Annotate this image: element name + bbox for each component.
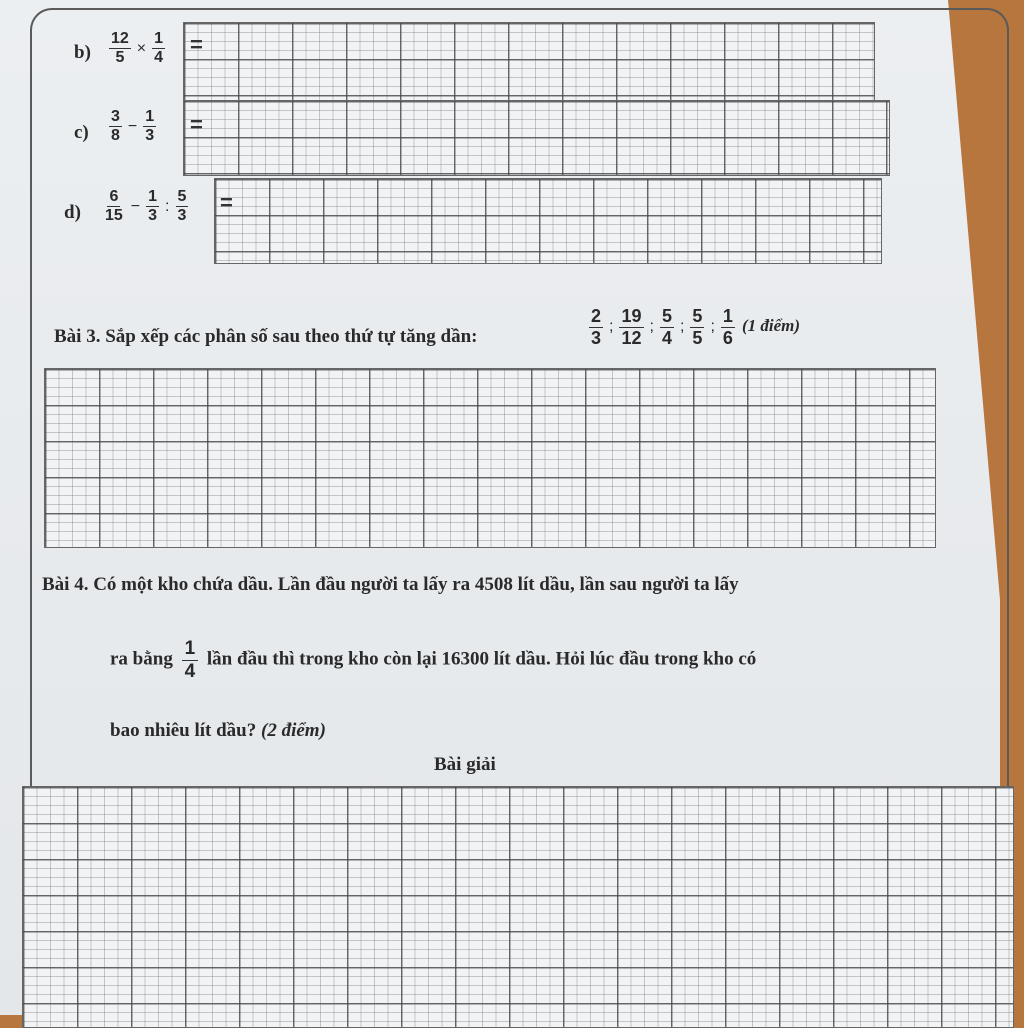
denominator: 15 <box>105 207 123 225</box>
fraction <box>182 638 199 683</box>
answer-grid-c[interactable] <box>183 100 890 176</box>
separator: ; <box>609 318 614 336</box>
denominator: 3 <box>145 127 155 145</box>
answer-grid-exercise-4[interactable] <box>22 786 1014 1028</box>
item-b-label: b) <box>74 42 91 63</box>
denominator: 8 <box>111 127 120 145</box>
item-c-expression <box>106 108 159 146</box>
exercise-3-score: (1 điểm) <box>742 316 801 335</box>
fraction <box>721 306 735 348</box>
exercise-3-fractions <box>586 306 738 348</box>
solution-heading: Bài giải <box>434 754 496 775</box>
fraction <box>109 30 131 68</box>
item-d-label: d) <box>64 202 81 223</box>
item-d-expression <box>100 188 191 226</box>
denominator: 3 <box>177 207 187 225</box>
fraction <box>589 306 603 348</box>
equals-sign-c: = <box>190 112 203 137</box>
denominator: 5 <box>115 49 125 67</box>
answer-grid-d[interactable] <box>214 178 882 264</box>
numerator: 3 <box>109 108 122 127</box>
fraction <box>619 306 643 348</box>
exercise-4-line-1: Bài 4. Có một kho chứa dầu. Lần đầu người ta lấy ra 4508 lít dầu, lần sau người ta lấy <box>42 574 739 595</box>
fraction <box>690 306 704 348</box>
exercise-4-text: ra bằng <box>110 648 173 670</box>
numerator: 2 <box>591 306 602 326</box>
fraction <box>152 30 165 68</box>
equals-sign-d: = <box>220 190 233 215</box>
fraction <box>109 108 122 146</box>
numerator: 12 <box>109 30 131 49</box>
numerator: 19 <box>621 306 642 326</box>
fraction <box>146 188 159 226</box>
separator: ; <box>679 318 685 336</box>
exercise-3-prompt: Bài 3. Sắp xếp các phân số sau theo thứ tự tăng dần: <box>54 326 478 347</box>
exercise-4-line-3 <box>110 720 326 742</box>
numerator: 5 <box>176 188 189 207</box>
numerator: 5 <box>661 306 672 326</box>
separator: ; <box>710 318 715 336</box>
exercise-4-text: bao nhiêu lít dầu? <box>110 720 257 741</box>
numerator: 5 <box>692 306 703 326</box>
item-b-expression <box>106 30 168 68</box>
denominator: 12 <box>621 327 642 348</box>
denominator: 4 <box>154 49 164 67</box>
fraction <box>176 188 189 226</box>
exercise-4-line-2 <box>110 638 756 683</box>
numerator: 1 <box>722 306 733 326</box>
item-c-label: c) <box>74 122 89 143</box>
fraction <box>103 188 125 226</box>
denominator: 3 <box>591 327 602 348</box>
numerator: 1 <box>152 30 165 49</box>
operator: − <box>130 197 141 215</box>
exercise-4-score: (2 điểm) <box>261 720 326 741</box>
operator: : <box>165 197 170 215</box>
numerator: 1 <box>143 108 156 127</box>
denominator: 6 <box>722 327 733 348</box>
separator: ; <box>649 318 654 336</box>
denominator: 4 <box>661 327 672 348</box>
operator: × <box>136 39 147 57</box>
numerator: 1 <box>146 188 159 207</box>
fraction <box>143 108 156 146</box>
numerator: 6 <box>107 188 120 207</box>
denominator: 3 <box>148 207 158 225</box>
numerator: 1 <box>182 638 199 661</box>
denominator: 4 <box>184 660 196 682</box>
answer-grid-exercise-3[interactable] <box>44 368 936 548</box>
denominator: 5 <box>692 327 703 348</box>
fraction <box>660 306 674 348</box>
operator: − <box>127 117 138 135</box>
answer-grid-b[interactable] <box>183 22 875 104</box>
equals-sign-b: = <box>190 32 203 57</box>
exercise-4-text: lần đầu thì trong kho còn lại 16300 lít dầu. Hỏi lúc đầu trong kho có <box>206 648 757 670</box>
